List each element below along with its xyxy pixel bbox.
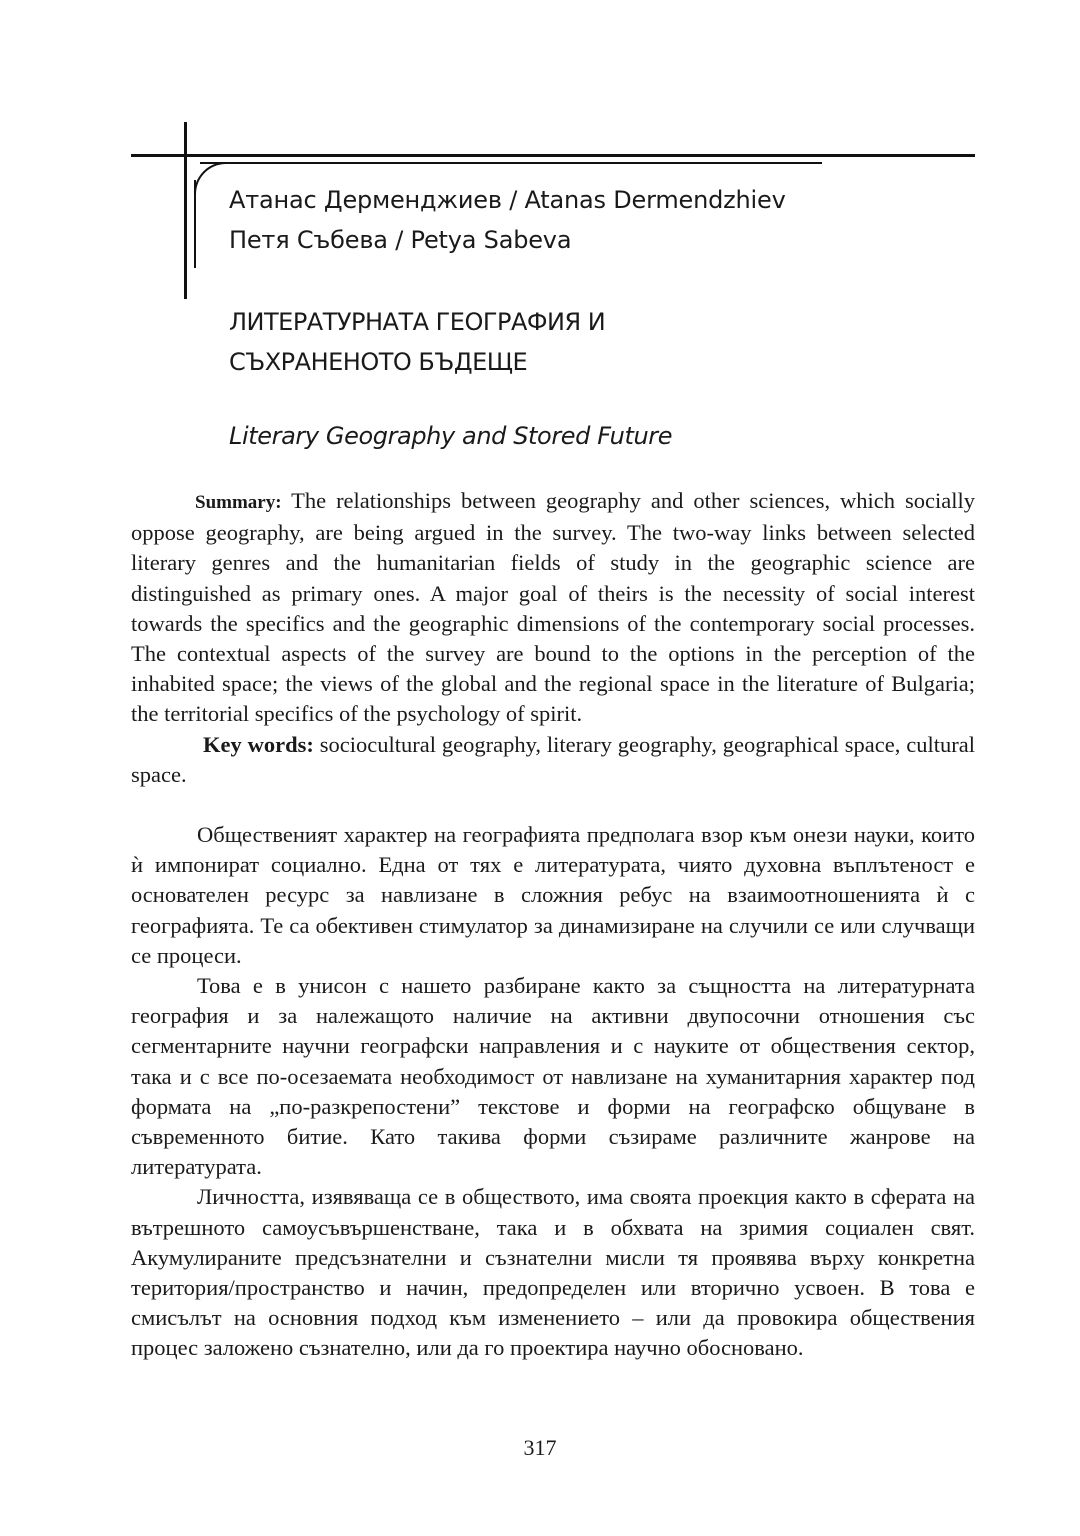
title-bg-line-2: СЪХРАНЕНОТО БЪДЕЩЕ — [229, 348, 528, 376]
header-rule-short — [200, 162, 822, 164]
keywords-label: Key words: — [203, 731, 314, 757]
article-title-en: Literary Geography and Stored Future — [229, 422, 673, 450]
summary-text: The relationships between geography and other sciences, which socially oppose geography, are being argued in the survey. The two-way links between selected literary genres and the humanitarian fields of study in the geographic science are distinguished as primary ones. A major goal of theirs is the necessity of social interest towards the specifics and the geographic dimensions of the contemporary social processes. The contextual aspects of the survey are bound to the options in the perception of the inhabited space; the views of the global and the regional space in the literature of Bulgaria; the territorial specifics of the psychology of spirit. — [131, 488, 975, 727]
header-rule-long — [131, 154, 975, 157]
authors — [229, 180, 786, 260]
article-title-bg — [229, 302, 605, 382]
summary-label: Summary: — [195, 492, 282, 513]
page-number: 317 — [523, 1435, 557, 1460]
keywords-paragraph — [131, 730, 975, 790]
author-1: Атанас Дерменджиев / Atanas Dermendzhiev — [229, 186, 786, 214]
body-paragraph-1: Общественият характер на географията предполага взор към онези науки, които ѝ импонират социално. Една от тях е литературата, чиято духовна въплътеност е основателен ресурс за навлизане в сложния ребус на взаимоотношенията ѝ с географията. Те са обективен стимулатор за динамизиране на случили се или случващи се процеси. — [131, 822, 975, 968]
body-paragraph-3: Личността, изявяваща се в обществото, има своята проекция както в сферата на вътрешното самоусъвършенстване, така и в обхвата на зримия социален свят. Акумулираните предсъзнателни и съзнателни мисли тя проявява върху конкретна територия/пространство и начин, предопределен или вторично усвоен. В това е смисълът на основния подход към изменението – или да провокира обществения процес заложено съзнателно, или да го проектира научно обосновано. — [131, 1184, 975, 1361]
body-paragraph-2: Това е в унисон с нашето разбиране както за същността на литературната география и за належащото наличие на активни двупосочни отношения със сегментарните научни географски направления и с науките от обществения сектор, така и с все по-осезаемата необходимост от навлизане на хуманитарния характер под формата на „по-разкрепостени” текстове и форми на географско общуване в съвременното битие. Като такива форми съзираме различните жанрове на литературата. — [131, 973, 975, 1180]
keywords-text: sociocultural geography, literary geography, geographical space, cultural space. — [131, 731, 975, 787]
title-bg-line-1: ЛИТЕРАТУРНАТА ГЕОГРАФИЯ И — [229, 308, 606, 336]
main-text — [131, 820, 975, 1364]
summary-paragraph — [131, 486, 975, 730]
author-2: Петя Събева / Petya Sabeva — [229, 226, 572, 254]
header-rule-vertical — [184, 122, 187, 299]
abstract — [131, 486, 975, 790]
